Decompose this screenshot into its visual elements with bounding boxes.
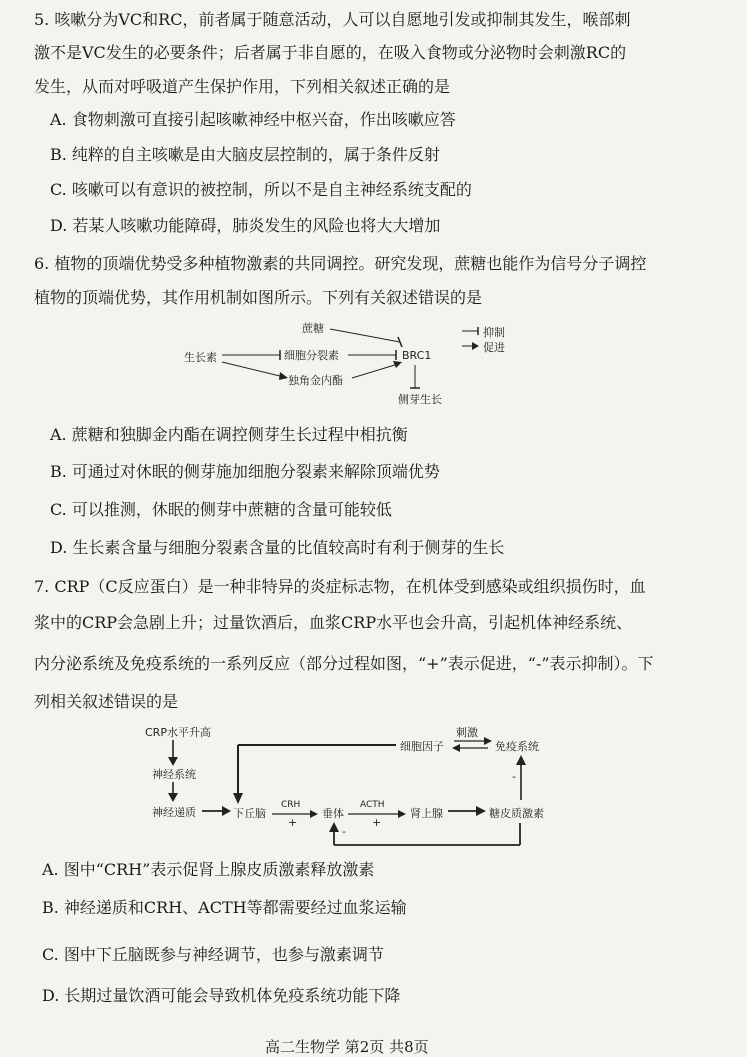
q6-node-cytokinin: 细胞分裂素 xyxy=(284,349,339,362)
q6-stem-line1: 6. 植物的顶端优势受多种植物激素的共同调控。研究发现，蔗糖也能作为信号分子调控 xyxy=(34,254,647,273)
q7-option-b: B. 神经递质和CRH、ACTH等都需要经过血浆运输 xyxy=(42,898,407,917)
q7-crh-plus: + xyxy=(288,816,298,829)
q7-node-glucocorticoid: 糖皮质激素 xyxy=(489,807,544,820)
q7-node-immune-system: 免疫系统 xyxy=(495,740,539,753)
q5-stem-line1: 5. 咳嗽分为VC和RC，前者属于随意活动，人可以自愿地引发或抑制其发生，喉部刺 xyxy=(34,10,631,29)
q7-label-crh: CRH xyxy=(281,800,301,810)
q7-acth-plus: + xyxy=(372,816,382,829)
q7-option-d: D. 长期过量饮酒可能会导致机体免疫系统功能下降 xyxy=(42,986,401,1005)
q7-node-cytokine: 细胞因子 xyxy=(400,740,444,753)
q5-option-c: C. 咳嗽可以有意识的被控制，所以不是自主神经系统支配的 xyxy=(50,180,472,199)
q6-node-sucrose: 蔗糖 xyxy=(302,322,324,335)
q7-stem-line4: 列相关叙述错误的是 xyxy=(34,692,179,711)
q6-legend-promote: 促进 xyxy=(483,341,505,354)
q6-legend-inhibit: 抑制 xyxy=(483,326,505,339)
q6-option-c: C. 可以推测，休眠的侧芽中蔗糖的含量可能较低 xyxy=(50,500,392,519)
q7-option-a: A. 图中“CRH”表示促肾上腺皮质激素释放激素 xyxy=(42,860,375,879)
q7-option-c: C. 图中下丘脑既参与神经调节，也参与激素调节 xyxy=(42,945,384,964)
q7-node-hypothalamus: 下丘脑 xyxy=(233,807,266,820)
q7-feedback-minus: - xyxy=(342,825,346,838)
q6-node-auxin: 生长素 xyxy=(184,351,217,364)
q6-option-b: B. 可通过对休眠的侧芽施加细胞分裂素来解除顶端优势 xyxy=(50,462,440,481)
q5-option-a: A. 食物刺激可直接引起咳嗽神经中枢兴奋，作出咳嗽应答 xyxy=(50,110,456,129)
q7-label-stimulate: 刺激 xyxy=(456,726,478,739)
q5-stem-line3: 发生，从而对呼吸道产生保护作用，下列相关叙述正确的是 xyxy=(34,77,451,96)
q7-label-acth: ACTH xyxy=(360,800,385,810)
q7-node-adrenal: 肾上腺 xyxy=(410,807,443,820)
q7-node-neurotransmitter: 神经递质 xyxy=(152,806,196,819)
q7-node-crp-rise: CRP水平升高 xyxy=(145,726,211,739)
q6-node-strigolactone: 独角金内酯 xyxy=(288,374,343,387)
page-footer: 高二生物学 第2页 共8页 xyxy=(265,1038,429,1056)
q7-stem-line1: 7. CRP（C反应蛋白）是一种非特异的炎症标志物，在机体受到感染或组织损伤时，血 xyxy=(34,577,646,596)
q6-option-d: D. 生长素含量与细胞分裂素含量的比值较高时有利于侧芽的生长 xyxy=(50,538,505,557)
q7-node-pituitary: 垂体 xyxy=(322,807,344,820)
q6-node-brc1: BRC1 xyxy=(402,349,432,362)
q5-option-d: D. 若某人咳嗽功能障碍，肺炎发生的风险也将大大增加 xyxy=(50,216,441,235)
q7-node-nervous-system: 神经系统 xyxy=(152,768,196,781)
q7-immune-minus: - xyxy=(512,770,516,783)
q6-stem-line2: 植物的顶端优势，其作用机制如图所示。下列有关叙述错误的是 xyxy=(34,288,483,307)
q5-option-b: B. 纯粹的自主咳嗽是由大脑皮层控制的，属于条件反射 xyxy=(50,145,440,164)
q7-stem-line2: 浆中的CRP会急剧上升；过量饮酒后，血浆CRP水平也会升高，引起机体神经系统、 xyxy=(34,613,633,632)
q5-stem-line2: 激不是VC发生的必要条件；后者属于非自愿的，在吸入食物或分泌物时会刺激RC的 xyxy=(34,43,627,62)
q6-node-lateral-bud: 侧芽生长 xyxy=(398,393,442,406)
q7-stem-line3: 内分泌系统及免疫系统的一系列反应（部分过程如图，“+”表示促进，“-”表示抑制）。下 xyxy=(34,654,654,673)
q6-option-a: A. 蔗糖和独脚金内酯在调控侧芽生长过程中相抗衡 xyxy=(50,425,408,444)
